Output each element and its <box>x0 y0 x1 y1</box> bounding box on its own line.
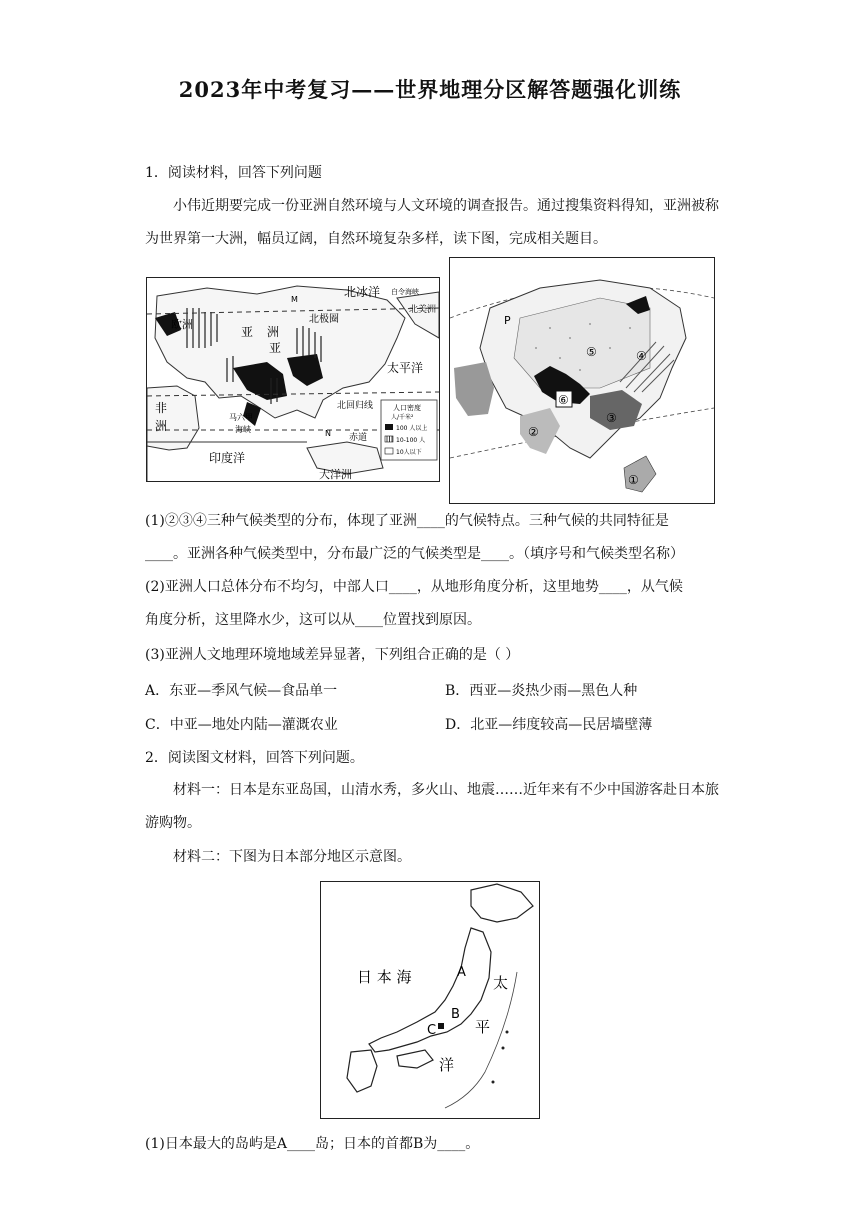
asia-population-map <box>146 277 440 482</box>
climate-label-1: ① <box>628 473 639 487</box>
label-asia-a: 亚 <box>241 325 254 339</box>
climate-label-4: ④ <box>636 349 647 363</box>
option-a[interactable]: A．东亚—季风气候—食品单一 <box>145 683 338 699</box>
question-1-sub3: (3)亚洲人文地理环境地域差异显著，下列组合正确的是（ ） <box>145 647 520 663</box>
label-africa-b: 洲 <box>155 419 168 433</box>
label-m: M <box>291 295 298 304</box>
label-malacca-a: 马六甲 <box>229 413 253 422</box>
question-2-sub1: (1)日本最大的岛屿是A____岛；日本的首都B为____。 <box>145 1136 480 1152</box>
label-asia-b: 洲 <box>267 325 280 339</box>
question-1-intro: 小伟近期要完成一份亚洲自然环境与人文环境的调查报告。通过搜集资料得知，亚洲被称为世界第一大洲，幅员辽阔，自然环境复杂多样，读下图，完成相关题目。 <box>145 198 719 247</box>
label-c: C <box>427 1023 437 1038</box>
label-equator: 赤道 <box>349 433 368 443</box>
page-title: 2023年中考复习——世界地理分区解答题强化训练 <box>178 77 682 102</box>
label-pacific-2: 平 <box>475 1018 491 1036</box>
question-1-sub2-a: (2)亚洲人口总体分布不均匀，中部人口____，从地形角度分析，这里地势____，从气候 <box>145 579 683 595</box>
question-1-sub1-b: ____。亚洲各种气候类型中，分布最广泛的气候类型是____。（填序号和气候类型名称） <box>145 546 684 562</box>
climate-label-p: P <box>504 314 511 327</box>
label-arctic-ocean: 北冰洋 <box>344 285 381 299</box>
option-c[interactable]: C．中亚—地处内陆—灌溉农业 <box>145 717 338 733</box>
question-2-heading: 2．阅读图文材料，回答下列问题。 <box>145 750 364 766</box>
climate-label-5: ⑤ <box>586 345 597 359</box>
asia-climate-map <box>449 257 715 504</box>
label-north-america: 北美洲 <box>409 305 437 315</box>
label-indian-ocean: 印度洋 <box>209 451 246 465</box>
option-b[interactable]: B．西亚—炎热少雨—黑色人种 <box>445 683 638 699</box>
climate-label-6: ⑥ <box>558 393 569 407</box>
legend-item-mid: 10-100 人 <box>396 437 426 444</box>
label-b: B <box>451 1007 460 1022</box>
question-1-sub1-a: (1)②③④三种气候类型的分布，体现了亚洲____的气候特点。三种气候的共同特征是 <box>145 513 669 529</box>
population-legend <box>381 400 437 460</box>
legend-title-b: 人/千米² <box>391 414 414 421</box>
label-a: A <box>457 965 466 980</box>
label-pacific-1: 太 <box>493 974 509 992</box>
option-d[interactable]: D．北亚—纬度较高—民居墙壁薄 <box>445 717 653 733</box>
climate-label-2: ② <box>528 425 539 439</box>
label-bering: 白令海峡 <box>391 288 419 296</box>
label-sea-of-japan: 日 本 海 <box>357 968 412 986</box>
label-pacific-3: 洋 <box>439 1056 455 1074</box>
label-pacific: 太平洋 <box>387 361 424 375</box>
legend-title-a: 人口密度 <box>393 404 421 412</box>
label-tropic: 北回归线 <box>337 401 374 411</box>
question-1-heading: 1．阅读材料，回答下列问题 <box>145 165 322 181</box>
label-arctic-circle: 北极圈 <box>309 314 339 325</box>
question-1-sub2-b: 角度分析，这里降水少，这可以从____位置找到原因。 <box>145 612 481 628</box>
label-malacca-b: 海峡 <box>235 425 251 434</box>
climate-label-3: ③ <box>606 411 617 425</box>
label-n: N <box>325 429 331 438</box>
legend-item-high: 100 人以上 <box>396 425 428 432</box>
question-2-material-2: 材料二：下图为日本部分地区示意图。 <box>173 849 411 865</box>
label-asia-c: 亚 <box>269 341 282 355</box>
label-europe: 欧洲 <box>171 318 193 331</box>
legend-item-low: 10人以下 <box>396 449 422 456</box>
question-2-material-1: 材料一：日本是东亚岛国，山清水秀，多火山、地震……近年来有不少中国游客赴日本旅游购物。 <box>145 782 719 831</box>
label-oceania: 大洋洲 <box>319 468 352 481</box>
japan-map <box>320 881 540 1119</box>
label-africa-a: 非 <box>155 401 168 415</box>
